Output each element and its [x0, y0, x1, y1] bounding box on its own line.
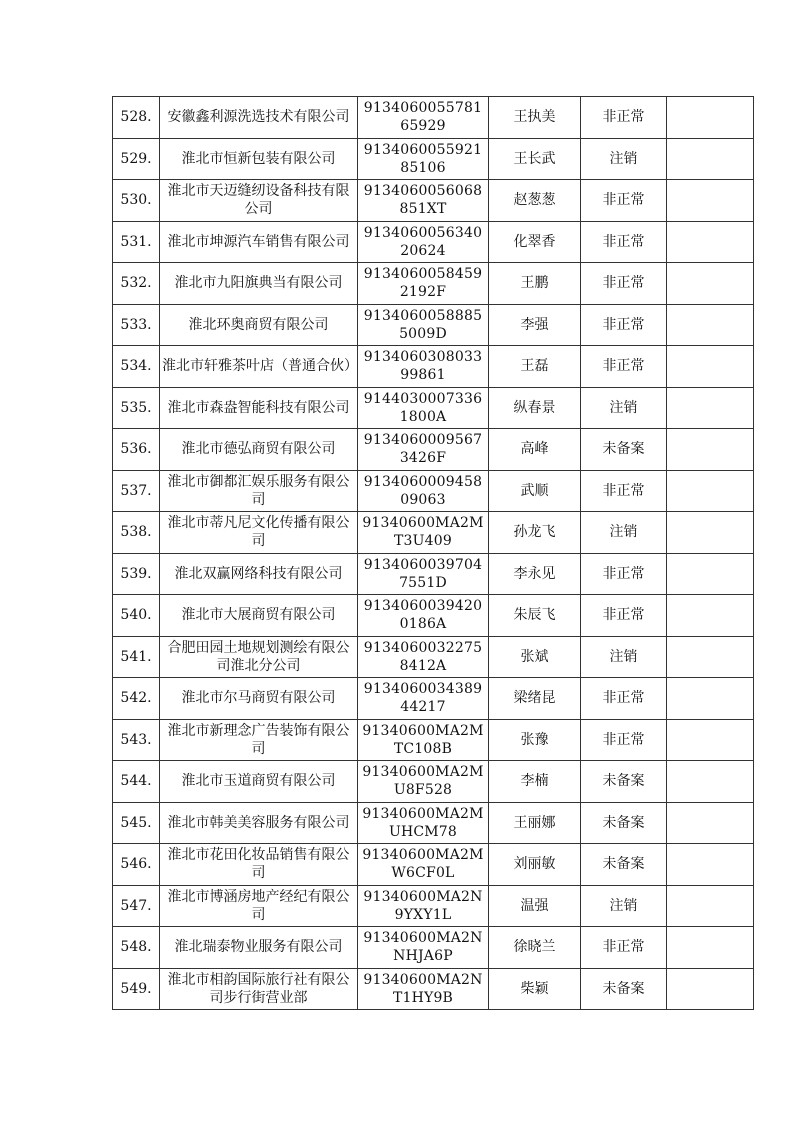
- credit-code-cell: 91340600095673426F: [358, 429, 489, 471]
- status-cell: 未备案: [581, 761, 667, 803]
- legal-representative-cell: 化翠香: [489, 221, 581, 263]
- table-row: [113, 512, 754, 554]
- table-row: [113, 678, 754, 720]
- status-cell: 非正常: [581, 678, 667, 720]
- status-cell: 非正常: [581, 470, 667, 512]
- note-cell: [667, 470, 754, 512]
- credit-code-cell: 913406030803399861: [358, 346, 489, 388]
- company-name-cell: 淮北市花田化妆品销售有限公司: [160, 844, 358, 886]
- row-number-cell: 544.: [113, 761, 160, 803]
- legal-representative-cell: 张斌: [489, 636, 581, 678]
- status-cell: 未备案: [581, 802, 667, 844]
- status-cell: 非正常: [581, 97, 667, 139]
- note-cell: [667, 263, 754, 305]
- legal-representative-cell: 王磊: [489, 346, 581, 388]
- note-cell: [667, 221, 754, 263]
- company-name-cell: 淮北市蒂凡尼文化传播有限公司: [160, 512, 358, 554]
- legal-representative-cell: 王鹏: [489, 263, 581, 305]
- legal-representative-cell: 武顺: [489, 470, 581, 512]
- credit-code-cell: 913406005578165929: [358, 97, 489, 139]
- credit-code-cell: 91340600MA2MUHCM78: [358, 802, 489, 844]
- company-name-cell: 淮北环奥商贸有限公司: [160, 304, 358, 346]
- note-cell: [667, 968, 754, 1010]
- company-name-cell: 淮北市轩雅茶叶店（普通合伙）: [160, 346, 358, 388]
- status-cell: 注销: [581, 636, 667, 678]
- table-row: [113, 968, 754, 1010]
- credit-code-cell: 91440300073361800A: [358, 387, 489, 429]
- row-number-cell: 537.: [113, 470, 160, 512]
- credit-code-cell: 91340600397047551D: [358, 553, 489, 595]
- status-cell: 注销: [581, 885, 667, 927]
- company-name-cell: 淮北市大展商贸有限公司: [160, 595, 358, 637]
- note-cell: [667, 678, 754, 720]
- status-cell: 未备案: [581, 429, 667, 471]
- credit-code-cell: 91340600MA2MTC108B: [358, 719, 489, 761]
- legal-representative-cell: 张豫: [489, 719, 581, 761]
- note-cell: [667, 802, 754, 844]
- status-cell: 注销: [581, 138, 667, 180]
- note-cell: [667, 636, 754, 678]
- company-name-cell: 合肥田园土地规划测绘有限公司淮北分公司: [160, 636, 358, 678]
- note-cell: [667, 429, 754, 471]
- status-cell: 非正常: [581, 719, 667, 761]
- legal-representative-cell: 王丽娜: [489, 802, 581, 844]
- status-cell: 非正常: [581, 553, 667, 595]
- note-cell: [667, 553, 754, 595]
- table-row: [113, 429, 754, 471]
- row-number-cell: 541.: [113, 636, 160, 678]
- table-row: [113, 263, 754, 305]
- credit-code-cell: 91340600322758412A: [358, 636, 489, 678]
- company-name-cell: 安徽鑫利源洗选技术有限公司: [160, 97, 358, 139]
- credit-code-cell: 91340600MA2N9YXY1L: [358, 885, 489, 927]
- table-row: [113, 885, 754, 927]
- note-cell: [667, 885, 754, 927]
- company-name-cell: 淮北双赢网络科技有限公司: [160, 553, 358, 595]
- table-row: [113, 844, 754, 886]
- legal-representative-cell: 王执美: [489, 97, 581, 139]
- note-cell: [667, 180, 754, 222]
- company-name-cell: 淮北市坤源汽车销售有限公司: [160, 221, 358, 263]
- taxpayer-table: [112, 96, 754, 1010]
- row-number-cell: 532.: [113, 263, 160, 305]
- row-number-cell: 540.: [113, 595, 160, 637]
- credit-code-cell: 91340600MA2MT3U409: [358, 512, 489, 554]
- row-number-cell: 548.: [113, 927, 160, 969]
- row-number-cell: 529.: [113, 138, 160, 180]
- row-number-cell: 535.: [113, 387, 160, 429]
- table-row: [113, 595, 754, 637]
- company-name-cell: 淮北市恒新包装有限公司: [160, 138, 358, 180]
- company-name-cell: 淮北市天迈缝纫设备科技有限公司: [160, 180, 358, 222]
- status-cell: 非正常: [581, 180, 667, 222]
- legal-representative-cell: 李楠: [489, 761, 581, 803]
- row-number-cell: 545.: [113, 802, 160, 844]
- row-number-cell: 528.: [113, 97, 160, 139]
- status-cell: 注销: [581, 387, 667, 429]
- legal-representative-cell: 柴颖: [489, 968, 581, 1010]
- legal-representative-cell: 温强: [489, 885, 581, 927]
- credit-code-cell: 913406005634020624: [358, 221, 489, 263]
- credit-code-cell: 91340600MA2NT1HY9B: [358, 968, 489, 1010]
- legal-representative-cell: 纵春景: [489, 387, 581, 429]
- note-cell: [667, 844, 754, 886]
- company-name-cell: 淮北市相韵国际旅行社有限公司步行街营业部: [160, 968, 358, 1010]
- row-number-cell: 538.: [113, 512, 160, 554]
- legal-representative-cell: 王长武: [489, 138, 581, 180]
- legal-representative-cell: 李强: [489, 304, 581, 346]
- status-cell: 非正常: [581, 346, 667, 388]
- status-cell: 未备案: [581, 844, 667, 886]
- row-number-cell: 547.: [113, 885, 160, 927]
- credit-code-cell: 9134060056068851XT: [358, 180, 489, 222]
- table-row: [113, 761, 754, 803]
- table-row: [113, 221, 754, 263]
- table-body: [113, 97, 754, 1010]
- legal-representative-cell: 孙龙飞: [489, 512, 581, 554]
- row-number-cell: 530.: [113, 180, 160, 222]
- credit-code-cell: 913406000945809063: [358, 470, 489, 512]
- credit-code-cell: 91340600394200186A: [358, 595, 489, 637]
- table-row: [113, 553, 754, 595]
- row-number-cell: 546.: [113, 844, 160, 886]
- legal-representative-cell: 高峰: [489, 429, 581, 471]
- table-row: [113, 180, 754, 222]
- legal-representative-cell: 刘丽敏: [489, 844, 581, 886]
- note-cell: [667, 927, 754, 969]
- table-row: [113, 927, 754, 969]
- credit-code-cell: 91340600588855009D: [358, 304, 489, 346]
- company-name-cell: 淮北市德弘商贸有限公司: [160, 429, 358, 471]
- note-cell: [667, 512, 754, 554]
- note-cell: [667, 138, 754, 180]
- legal-representative-cell: 赵葱葱: [489, 180, 581, 222]
- credit-code-cell: 91340600MA2MW6CF0L: [358, 844, 489, 886]
- table-row: [113, 470, 754, 512]
- table-row: [113, 636, 754, 678]
- status-cell: 非正常: [581, 595, 667, 637]
- credit-code-cell: 913406003438944217: [358, 678, 489, 720]
- table-row: [113, 97, 754, 139]
- status-cell: 非正常: [581, 304, 667, 346]
- note-cell: [667, 719, 754, 761]
- row-number-cell: 542.: [113, 678, 160, 720]
- row-number-cell: 534.: [113, 346, 160, 388]
- table-row: [113, 138, 754, 180]
- company-name-cell: 淮北市森盎智能科技有限公司: [160, 387, 358, 429]
- company-name-cell: 淮北市博涵房地产经纪有限公司: [160, 885, 358, 927]
- table-row: [113, 719, 754, 761]
- company-name-cell: 淮北瑞泰物业服务有限公司: [160, 927, 358, 969]
- credit-code-cell: 91340600MA2NNHJA6P: [358, 927, 489, 969]
- note-cell: [667, 97, 754, 139]
- credit-code-cell: 913406005592185106: [358, 138, 489, 180]
- status-cell: 非正常: [581, 263, 667, 305]
- legal-representative-cell: 李永见: [489, 553, 581, 595]
- note-cell: [667, 304, 754, 346]
- row-number-cell: 536.: [113, 429, 160, 471]
- company-name-cell: 淮北市新理念广告装饰有限公司: [160, 719, 358, 761]
- row-number-cell: 549.: [113, 968, 160, 1010]
- note-cell: [667, 387, 754, 429]
- status-cell: 未备案: [581, 968, 667, 1010]
- status-cell: 注销: [581, 512, 667, 554]
- note-cell: [667, 595, 754, 637]
- row-number-cell: 531.: [113, 221, 160, 263]
- table-row: [113, 802, 754, 844]
- credit-code-cell: 91340600584592192F: [358, 263, 489, 305]
- company-name-cell: 淮北市玉道商贸有限公司: [160, 761, 358, 803]
- note-cell: [667, 761, 754, 803]
- legal-representative-cell: 朱辰飞: [489, 595, 581, 637]
- company-name-cell: 淮北市御都汇娱乐服务有限公司: [160, 470, 358, 512]
- company-name-cell: 淮北市九阳旗典当有限公司: [160, 263, 358, 305]
- row-number-cell: 533.: [113, 304, 160, 346]
- legal-representative-cell: 梁绪昆: [489, 678, 581, 720]
- status-cell: 非正常: [581, 221, 667, 263]
- row-number-cell: 539.: [113, 553, 160, 595]
- row-number-cell: 543.: [113, 719, 160, 761]
- table-row: [113, 346, 754, 388]
- table-row: [113, 387, 754, 429]
- status-cell: 非正常: [581, 927, 667, 969]
- credit-code-cell: 91340600MA2MU8F528: [358, 761, 489, 803]
- company-name-cell: 淮北市韩美美容服务有限公司: [160, 802, 358, 844]
- note-cell: [667, 346, 754, 388]
- legal-representative-cell: 徐晓兰: [489, 927, 581, 969]
- table-row: [113, 304, 754, 346]
- company-name-cell: 淮北市尔马商贸有限公司: [160, 678, 358, 720]
